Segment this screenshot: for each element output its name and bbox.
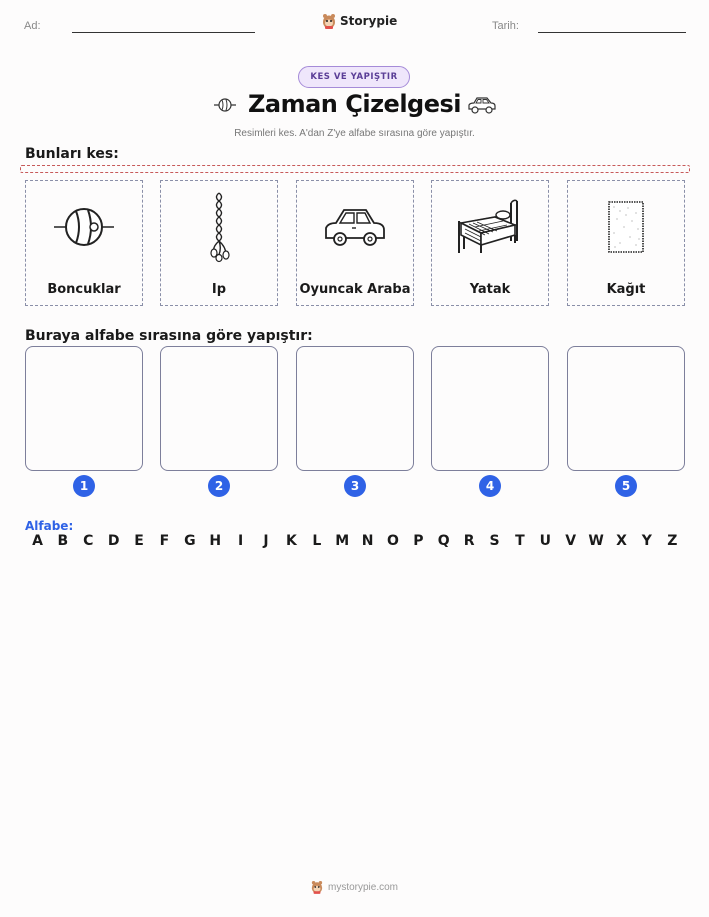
cut-card-label: Oyuncak Araba xyxy=(299,282,411,297)
paste-number-badge: 4 xyxy=(479,475,501,497)
alphabet-letter: C xyxy=(83,533,94,549)
alphabet-letter: F xyxy=(159,533,170,549)
storypie-mascot-icon xyxy=(311,880,323,894)
toy-car-icon xyxy=(322,204,388,250)
paste-number-badge: 5 xyxy=(615,475,637,497)
paste-number-badge: 2 xyxy=(208,475,230,497)
instructions: Resimleri kes. A'dan Z'ye alfabe sırasına göre yapıştır. xyxy=(234,128,475,139)
alphabet-label: Alfabe: xyxy=(25,519,74,533)
page-title: Zaman Çizelgesi xyxy=(247,90,462,118)
cut-card-bed[interactable] xyxy=(431,180,549,306)
alphabet-letter: L xyxy=(312,533,322,549)
alphabet-letter: P xyxy=(413,533,424,549)
alphabet-letter: T xyxy=(515,533,525,549)
alphabet-letter: O xyxy=(387,533,399,549)
alphabet-letter: W xyxy=(588,533,604,549)
cut-card-label: Boncuklar xyxy=(47,282,121,297)
alphabet-letter: N xyxy=(361,533,374,549)
beads-icon xyxy=(52,202,116,252)
paste-box-3[interactable] xyxy=(296,346,414,471)
alphabet-letter: K xyxy=(285,533,297,549)
footer-site[interactable]: mystorypie.com xyxy=(327,881,398,893)
date-line xyxy=(538,32,686,33)
storypie-mascot-icon xyxy=(322,13,336,29)
alphabet-letter: R xyxy=(463,533,475,549)
paste-box-2[interactable] xyxy=(160,346,278,471)
alphabet-letter: S xyxy=(489,533,500,549)
paste-number-badge: 1 xyxy=(73,475,95,497)
alphabet-letter: D xyxy=(107,533,120,549)
cut-card-toy-car[interactable] xyxy=(296,180,414,306)
cut-card-label: Ip xyxy=(211,282,227,297)
cut-card-label: Kağıt xyxy=(606,282,646,297)
paste-box-5[interactable] xyxy=(567,346,685,471)
alphabet-strip xyxy=(25,533,685,549)
cut-heading: Bunları kes: xyxy=(25,146,119,162)
cut-card-paper[interactable] xyxy=(567,180,685,306)
worksheet-header xyxy=(0,0,709,50)
alphabet-letter: E xyxy=(134,533,144,549)
alphabet-letter: Y xyxy=(641,533,652,549)
alphabet-letter: H xyxy=(209,533,222,549)
brand-name: Storypie xyxy=(340,14,398,28)
date-label: Tarih: xyxy=(492,20,519,32)
paste-box-4[interactable] xyxy=(431,346,549,471)
name-label: Ad: xyxy=(24,20,41,32)
toy-car-icon xyxy=(466,94,498,116)
cut-card-beads[interactable] xyxy=(25,180,143,306)
paste-number-badge: 3 xyxy=(344,475,366,497)
paste-heading: Buraya alfabe sırasına göre yapıştır: xyxy=(25,328,313,344)
alphabet-letter: Q xyxy=(437,533,450,549)
alphabet-letter: X xyxy=(616,533,627,549)
cut-card-rope[interactable] xyxy=(160,180,278,306)
footer xyxy=(0,880,709,894)
name-line xyxy=(72,32,255,33)
rope-icon xyxy=(204,191,234,263)
alphabet-letter: V xyxy=(565,533,577,549)
alphabet-letter: J xyxy=(263,533,269,549)
alphabet-letter: A xyxy=(32,533,43,549)
alphabet-letter: Z xyxy=(667,533,678,549)
alphabet-letter: G xyxy=(184,533,196,549)
brand-logo xyxy=(322,13,397,29)
activity-badge: KES VE YAPIŞTIR xyxy=(298,66,410,88)
cut-line xyxy=(20,165,690,173)
paste-box-1[interactable] xyxy=(25,346,143,471)
alphabet-letter: M xyxy=(335,533,350,549)
alphabet-letter: U xyxy=(539,533,551,549)
bed-icon xyxy=(455,197,525,257)
alphabet-letter: I xyxy=(238,533,244,549)
alphabet-letter: B xyxy=(57,533,69,549)
paper-icon xyxy=(606,199,646,255)
cut-card-label: Yatak xyxy=(469,282,511,297)
